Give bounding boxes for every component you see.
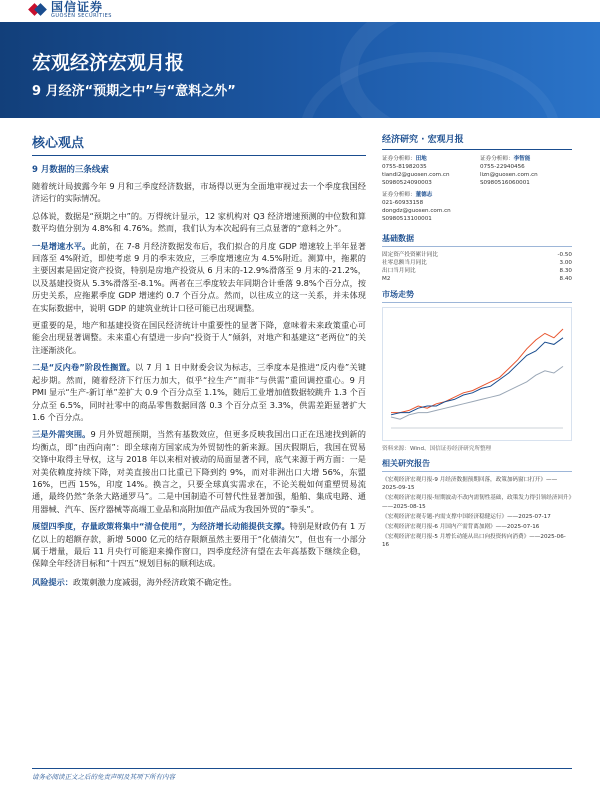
main-column [32,132,366,588]
basic-data-list [382,251,572,283]
paragraph-1: 随着统计局披露今年 9 月和三季度经济数据，市场得以更为全面地审视过去一个季度我国经济运行的实际情况。 [32,181,366,204]
market-trend-chart [382,307,572,441]
basic-data-row: 出口当月同比 8.30 [382,268,572,274]
logo-en: GUOSEN SECURITIES [51,13,112,19]
analyst-card: 证券分析师：李智能 0755-22940456 lizn@guosen.com.cn S0980516060001 [480,155,572,187]
report-title: 宏观经济宏观月报 [32,52,185,74]
analyst-email[interactable]: lizn@guosen.com.cn [480,172,538,178]
analyst-card: 证券分析师：田地 0755-81982035 tiandi2@guosen.com.cn S0980524090003 [382,155,474,187]
analyst-list [382,155,572,227]
paragraph-5: 二是“反内卷”阶段性搁置。以 7 月 1 日中财委会议为标志，三季度本是推进“反内卷”关键起步期。然而，随着经济下行压力加大，似乎“拉生产”而非“与供需”重回调控重心。9 月 PMI 显示“生产-新订单”差扩大 0.9 个百分点至 1.1%，随后工业增加值数据较跳升 1.3 个百分点至 6.5%，同时社零中的商品零售数据回落 0.3 个百分点至 3.3%，供需差距显著扩大 1.6 个百分点。 [32,362,366,422]
market-trend-title: 市场走势 [382,289,572,303]
paragraph-6: 三是外需突围。9 月外贸超预期，当然有基数效应，但更多反映我国出口正在迅速找到新的均衡点，即“由西向南”：即全球南方国家成为外贸韧性的新来源。国庆假期后，我国在贸易交锋中取得主导权，这与 2018 年以来相对被动的局面显著不同，底气来源于两方面：一是对美依赖度持续下降，对美直接出口比重已下降到约 9%，而对非洲出口大增 56%，东盟 16%，巴西 15%，印度 14%。换言之，只要全球真实需求在，不论关税如何重塑贸易流通，最终仍然“条条大路通罗马”。二是中国制造不可替代性显著加强，船舶、集成电路、通用器械、汽车、医疗器械等高端工业品和高附加值产品成为我国外贸的“拳头”。 [32,429,366,514]
series-line-3 [391,366,563,419]
guosen-logo [30,0,112,20]
related-report-link[interactable]: 《宏观经济宏观专题-内需支撑中国经济稳健运行》——2025-07-17 [382,513,551,520]
title-banner [0,22,600,118]
core-view-title: 核心观点 [32,132,366,156]
related-report-link[interactable]: 《宏观经济宏观月报-6 月国内产需背离加剧》——2025-07-16 [382,524,540,531]
logo-bar [0,0,600,22]
risk-warning: 风险提示：政策刺激力度减弱，海外经济政策不确定性。 [32,576,237,587]
report-category: 经济研究 · 宏观月报 [382,132,572,150]
report-subtitle: 9 月经济“预期之中”与“意料之外” [32,84,236,99]
clues-subtitle: 9 月数据的三条线索 [32,165,109,175]
basic-data-title: 基础数据 [382,233,572,247]
logo-mark-icon [30,2,46,18]
related-report-link[interactable]: 《宏观经济宏观月报-5 月增长动能从出口向投资转向消费》——2025-06-16 [382,534,566,549]
related-report-link[interactable]: 《宏观经济宏观月报-短期波动不改内需韧性基础，政策发力得引领经济回升》——2025-08-15 [382,495,572,510]
logo-cn: 国信证券 [51,0,104,14]
footer-divider [32,768,572,769]
basic-data-row: 固定资产投资累计同比 -0.50 [382,252,572,258]
paragraph-7: 展望四季度，存量政策将集中“清仓使用”，为经济增长动能提供支撑。特别是财政仍有 1 万亿以上的超额存款，新增 5000 亿元的结存限额虽然主要用于“化债清欠”，但也有一小部分属于增量，最后 11 月央行可能迎来操作窗口，四季度经济有望在去年高基数下继续企稳，保障全年经济目标和“十四五”规划目标的顺利达成。 [32,521,367,569]
paragraph-2: 总体说，数据是“预期之中”的。万得统计显示，12 家机构对 Q3 经济增速预测的中位数和算数平均值分别为 4.8%和 4.76%。然而，我们认为本次起码有三点显著的“意料之外”。 [32,210,366,234]
series-line-2 [391,338,563,415]
analyst-email[interactable]: tiandi2@guosen.com.cn [382,172,450,178]
sidebar [382,132,572,552]
chart-source: 资料来源：Wind、国信证券经济研究所整理 [382,446,492,452]
paragraph-3: 一是增速水平。此前，在 7-8 月经济数据发布后，我们拟合的月度 GDP 增速较上半年显著回落至 4%附近，即使考虑 9 月的季末效应，三季度增速应为 4.5%附近。测算中，拖累的主要因素是固定资产投资，特别是房地产投资从 6 月末的-12.9%滑落至 9 月末的-21.2%，以及基建投资从 5.3%滑落至-8.1%。两者在三季度较去年同期合计垂落 9.8%个百分点，按历史关系，应拖累季度 GDP 增速约 0.7 个百分点。然而，以往成立的这一关系，并未体现在实际数据中，说明 GDP 的建筑业统计口径可能已出现调整。 [32,240,366,313]
related-reports-list [382,476,572,550]
analyst-card: 证券分析师：董德志 021-60933158 dongdz@guosen.com.cn S0980513100001 [382,191,474,223]
related-reports-title: 相关研究报告 [382,458,572,472]
basic-data-row: M2 8.40 [382,276,572,282]
paragraph-4: 更重要的是，地产和基建投资在国民经济统计中重要性的显著下降，意味着未来政策重心可能会出现显著调整。未来重心有望进一步向“投资于人”倾斜，对地产和基建这“老两位”的关注逐渐淡化。 [32,320,366,355]
related-report-link[interactable]: 《宏观经济宏观月报-9 月经济数据预期回落，政策加码窗口打开》——2025-09-15 [382,477,558,492]
basic-data-row: 社零总额当月同比 3.00 [382,260,572,266]
analyst-email[interactable]: dongdz@guosen.com.cn [382,208,451,214]
market-trend-svg [383,308,571,440]
disclaimer-footer: 请务必阅读正文之后的免责声明及其项下所有内容 [32,773,175,781]
